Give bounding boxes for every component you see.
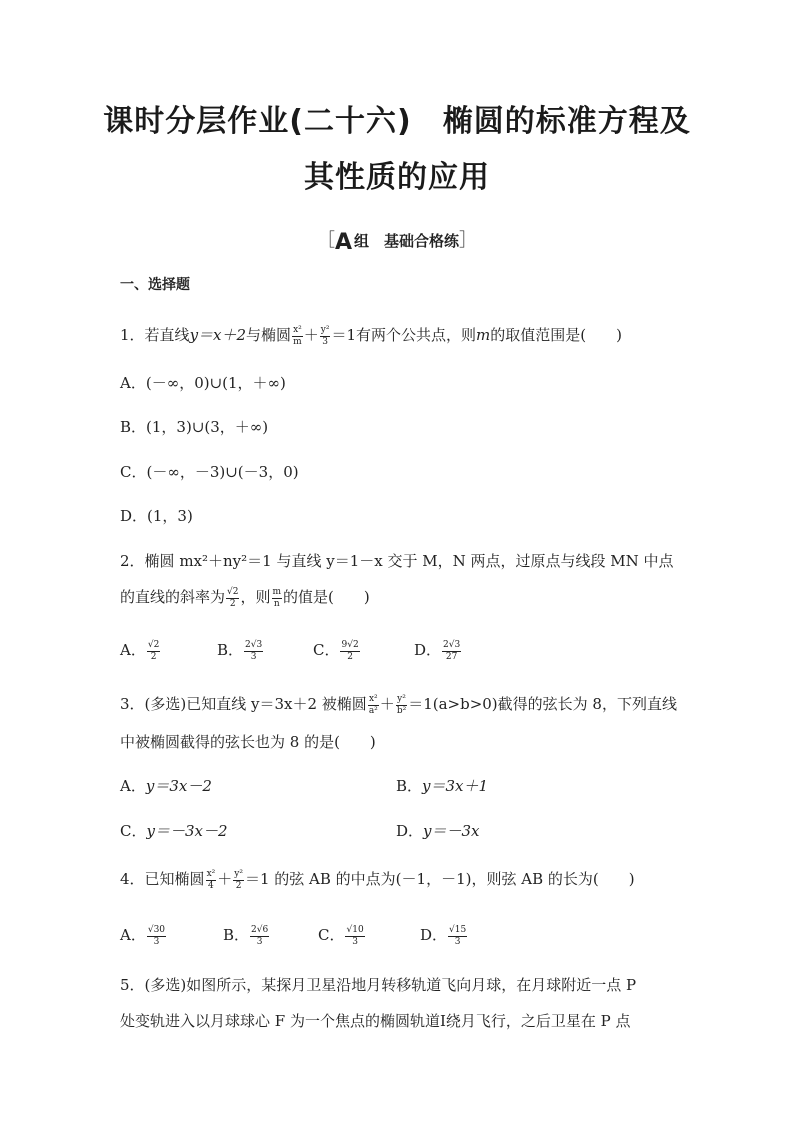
page-title-line1: 课时分层作业(二十六) 椭圆的标准方程及: [103, 104, 691, 139]
question-number: 5．: [120, 976, 145, 994]
variable: m: [476, 326, 491, 344]
fraction: $\frac{\text{y²}}{\text{b²}}$: [396, 693, 407, 716]
fraction: $\frac{√10}{3}$: [346, 924, 364, 947]
question-2-line1: [120, 550, 674, 572]
question-text: 已知椭圆: [144, 870, 205, 888]
option-label: C．: [313, 641, 340, 659]
question-number: 3．: [120, 695, 145, 713]
question-text: 有两个公共点，则: [356, 326, 477, 344]
q3-option-d[interactable]: [396, 820, 480, 842]
option-text: (－∞，－3)∪(－3，0): [146, 463, 299, 481]
q2-option-c[interactable]: [313, 639, 361, 663]
option-label: A．: [120, 641, 146, 659]
question-text: ，则: [240, 588, 271, 606]
q3-option-b[interactable]: [396, 775, 488, 797]
plus-sign: ＋: [379, 695, 395, 713]
option-label: A．: [120, 926, 146, 944]
bracket-open: ［: [316, 230, 335, 251]
option-label: D．: [396, 822, 424, 840]
question-2-line2: [120, 586, 370, 610]
question-text: 椭圆 mx²＋ny²＝1 与直线 y＝1－x 交于 M，N 两点，过原点与线段 MN 中点: [144, 552, 674, 570]
q1-option-a[interactable]: [120, 372, 286, 394]
fraction: $\frac{2√3}{3}$: [245, 639, 263, 662]
group-heading: [0, 226, 794, 255]
question-3-line2: 中被椭圆截得的弦长也为 8 的是( ): [120, 733, 376, 751]
q2-option-a[interactable]: [120, 639, 161, 663]
fraction: $\frac{\text{x²}}{4}$: [206, 868, 216, 891]
question-text: 与椭圆: [246, 326, 292, 344]
question-number: 4．: [120, 870, 145, 888]
fraction: $\frac{\text{x²}}{\text{a²}}$: [368, 693, 378, 716]
group-badge-a: A: [334, 230, 352, 255]
q2-option-b[interactable]: [217, 639, 264, 663]
question-3-line1: [120, 693, 677, 717]
question-text: 若直线: [144, 326, 190, 344]
question-4: [120, 868, 635, 892]
q4-option-b[interactable]: [223, 924, 270, 948]
line-equation: y＝x＋2: [189, 326, 247, 344]
fraction: $\frac{√30}{3}$: [147, 924, 166, 947]
q4-option-c[interactable]: [318, 924, 366, 948]
option-label: A．: [120, 374, 146, 392]
fraction: $\frac{2√3}{27}$: [443, 639, 461, 662]
option-text: (－∞，0)∪(1，＋∞): [145, 374, 286, 392]
fraction: $\frac{√15}{3}$: [449, 924, 467, 947]
q1-option-d[interactable]: [120, 505, 193, 527]
question-text: 的直线的斜率为: [120, 588, 226, 606]
question-5-line2: 处变轨进入以月球球心 F 为一个焦点的椭圆轨道Ⅰ绕月飞行，之后卫星在 P 点: [120, 1012, 631, 1030]
section-heading: 一、选择题: [120, 277, 190, 293]
group-label: 组 基础合格练: [354, 232, 460, 250]
question-text: ＝1 的弦 AB 的中点为(－1，－1)，则弦 AB 的长为( ): [244, 870, 635, 888]
question-text: (多选)已知直线 y＝3x＋2 被椭圆: [144, 695, 367, 713]
option-text: (1，3)∪(3，＋∞): [146, 418, 269, 436]
fraction: $\frac{√2}{2}$: [147, 639, 160, 662]
q3-option-c[interactable]: [120, 820, 228, 842]
option-label: B．: [396, 777, 423, 795]
page-title-line2: 其性质的应用: [304, 160, 490, 195]
option-label: B．: [120, 418, 147, 436]
fraction: $\frac{m}{n}$: [272, 586, 282, 609]
question-text: 的值是( ): [283, 588, 370, 606]
option-text: y＝3x－2: [145, 777, 212, 795]
option-text: y＝－3x: [423, 822, 480, 840]
option-text: y＝－3x－2: [146, 822, 228, 840]
fraction: $\frac{9√2}{2}$: [341, 639, 359, 662]
option-label: C．: [120, 822, 147, 840]
question-text: ＝1: [331, 326, 357, 344]
q2-option-d[interactable]: [414, 639, 462, 663]
option-label: D．: [120, 507, 148, 525]
plus-sign: ＋: [217, 870, 233, 888]
fraction: $\frac{\text{y²}}{2}$: [234, 868, 243, 891]
question-number: 1．: [120, 326, 145, 344]
question-text: 的取值范围是( ): [490, 326, 622, 344]
option-label: D．: [414, 641, 442, 659]
question-text: (多选)如图所示，某探月卫星沿地月转移轨道飞向月球，在月球附近一点 P: [144, 976, 637, 994]
question-text: ＝1(a>b>0)截得的弦长为 8，下列直线: [408, 695, 677, 713]
option-label: A．: [120, 777, 146, 795]
fraction: $\frac{2√6}{3}$: [251, 924, 269, 947]
fraction: $\frac{\text{x²}}{m}$: [293, 324, 302, 347]
bracket-close: ］: [459, 230, 478, 251]
q4-option-d[interactable]: [420, 924, 468, 948]
question-number: 2．: [120, 552, 145, 570]
option-text: (1，3): [147, 507, 193, 525]
option-label: B．: [217, 641, 244, 659]
option-label: C．: [120, 463, 147, 481]
question-1: [120, 324, 622, 348]
plus-sign: ＋: [303, 326, 319, 344]
option-label: C．: [318, 926, 345, 944]
fraction: $\frac{√2}{2}$: [227, 586, 239, 609]
option-label: B．: [223, 926, 250, 944]
fraction: $\frac{\text{y²}}{3}$: [320, 324, 330, 347]
q3-option-a[interactable]: [120, 775, 212, 797]
q1-option-b[interactable]: [120, 416, 268, 438]
option-text: y＝3x＋1: [422, 777, 489, 795]
q1-option-c[interactable]: [120, 461, 299, 483]
option-label: D．: [420, 926, 448, 944]
q4-option-a[interactable]: [120, 924, 167, 948]
question-5-line1: [120, 974, 636, 996]
